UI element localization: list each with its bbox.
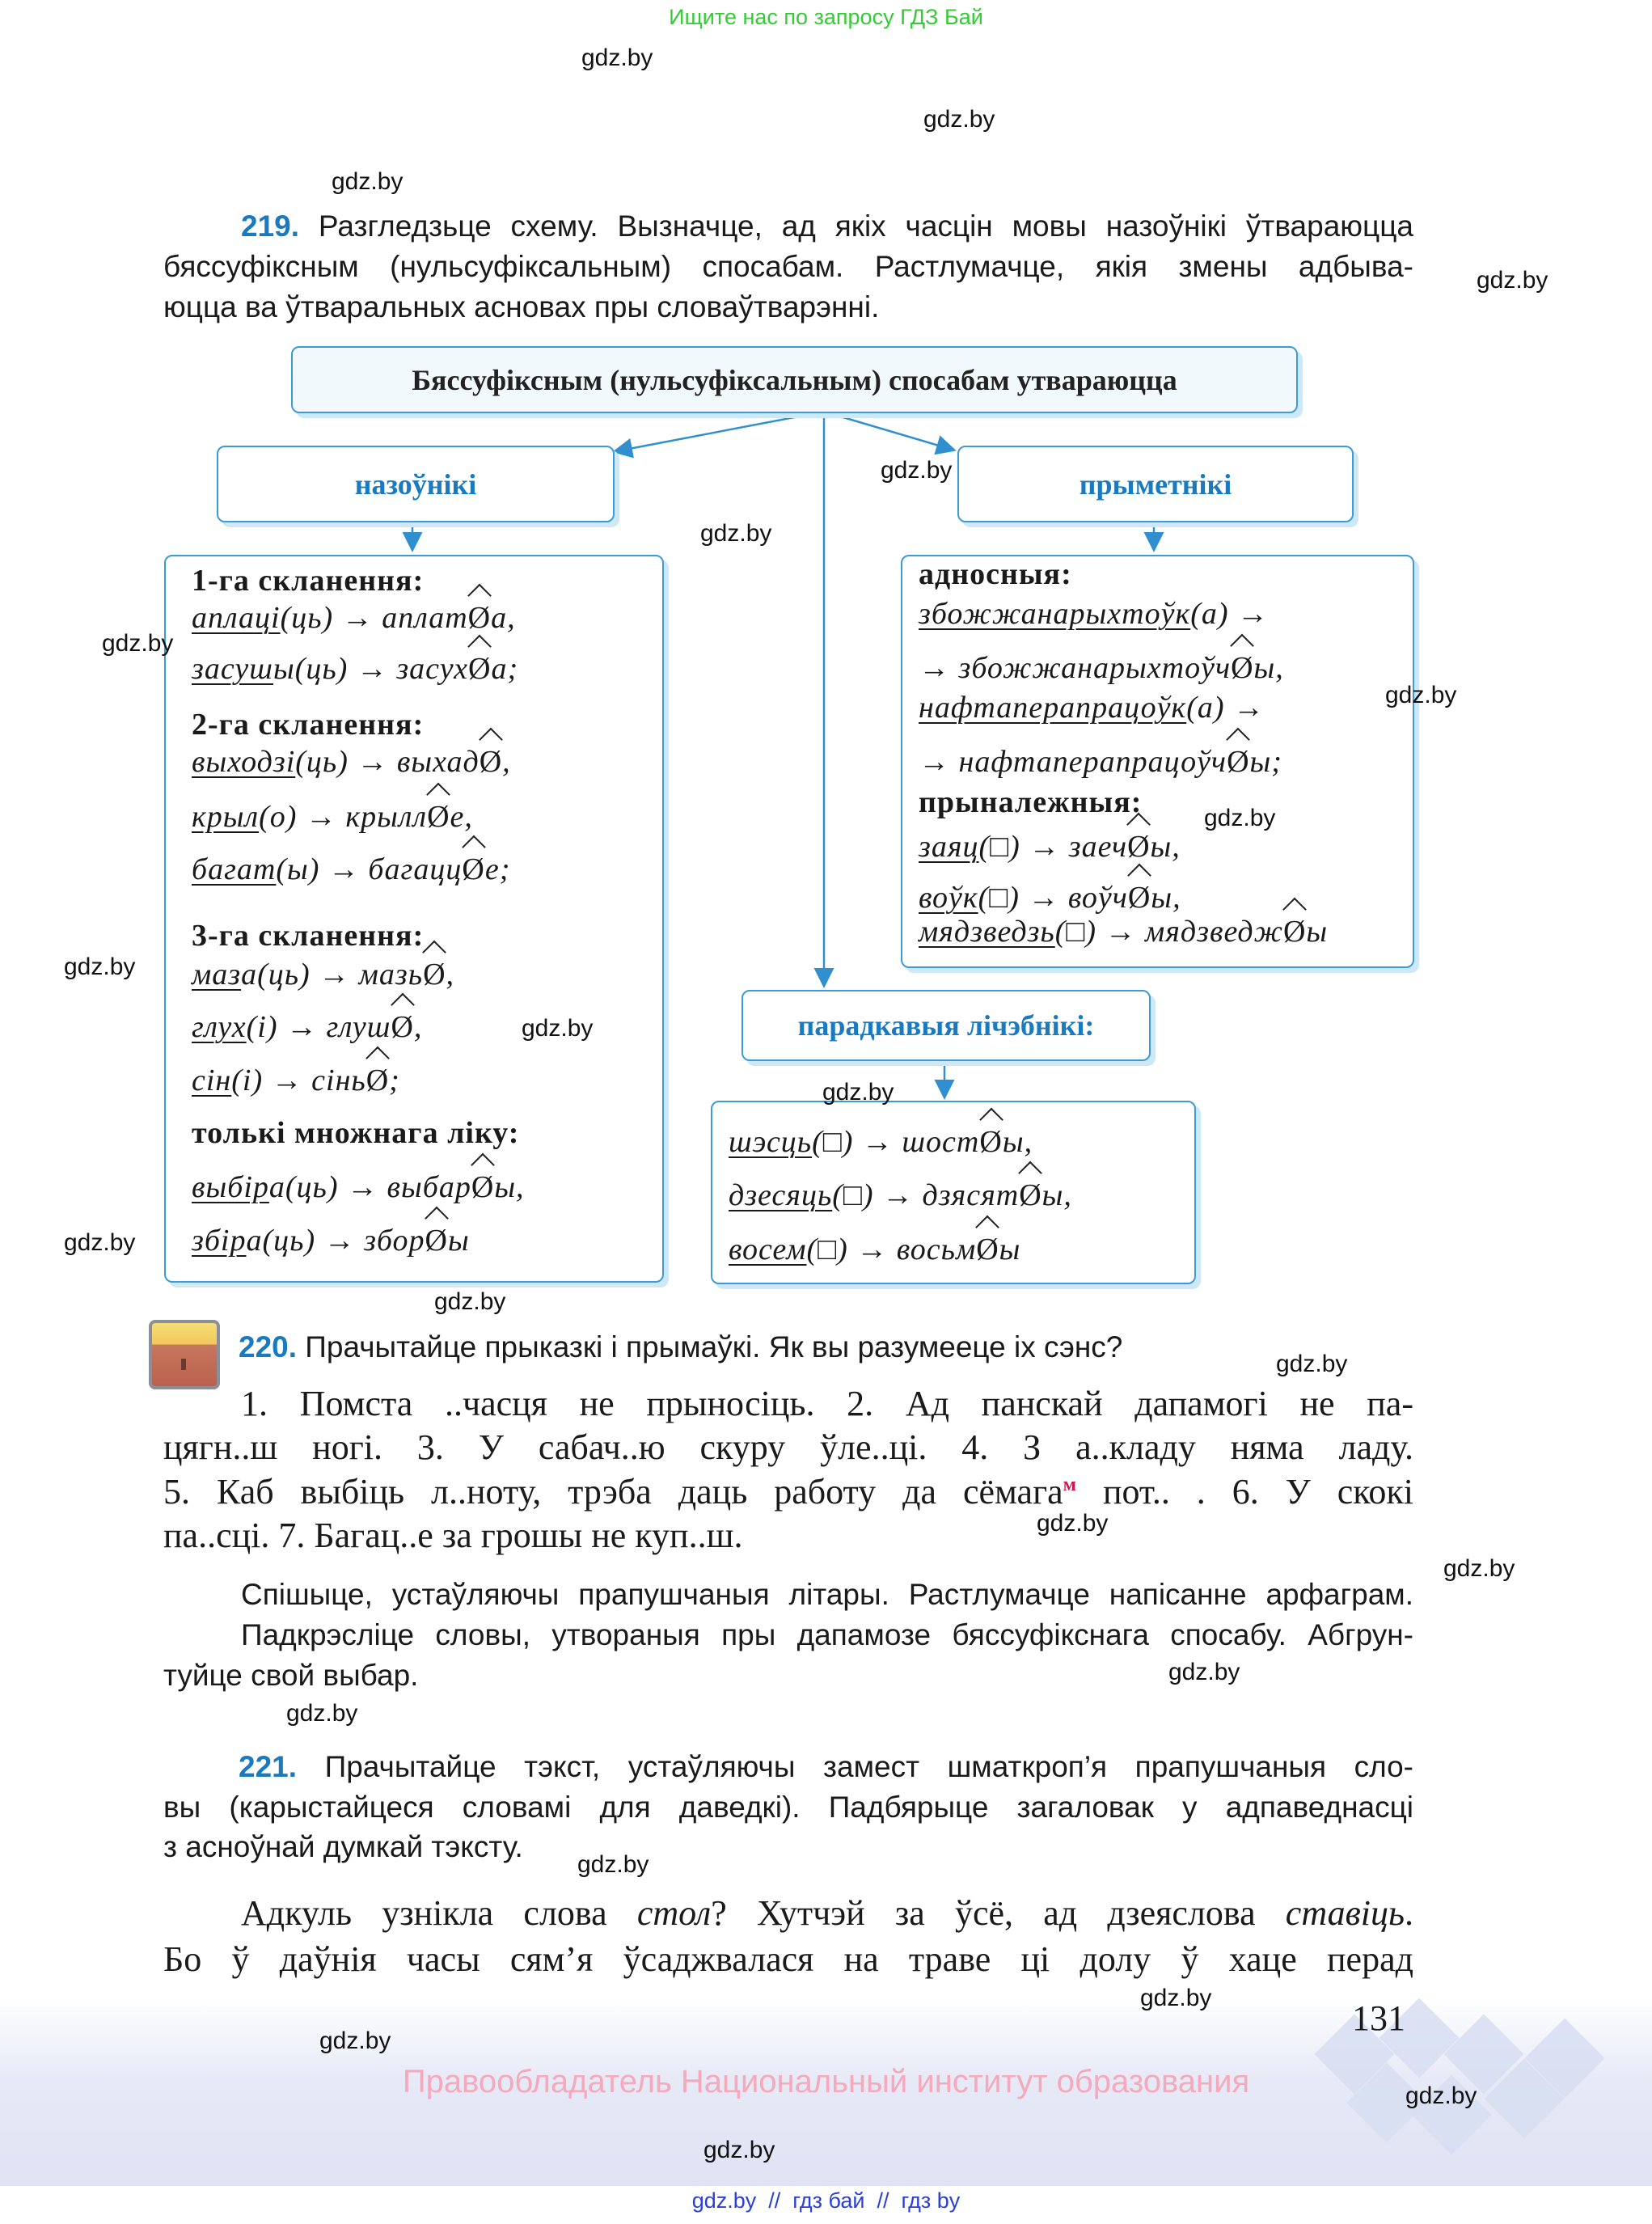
gdz-watermark: gdz.by — [1140, 1985, 1212, 2011]
derivation-example — [192, 1223, 470, 1258]
ending: , — [502, 745, 511, 779]
zero-suffix: Ø — [979, 1125, 1003, 1159]
scheme-category-heading — [192, 918, 424, 953]
derivation-text: (□) → шост — [812, 1125, 980, 1159]
derivation-example — [919, 650, 1284, 686]
ex220-instruction-3: туйце свой выбар. — [163, 1659, 419, 1692]
derivation-text: → збожжанарыхтоўч — [919, 651, 1232, 685]
ex220-instruction-1: Спішыце, устаўляючы прапушчаныя літары. Растлумачце напісанне арфаграм. — [241, 1578, 1413, 1611]
zero-suffix: Ø — [1127, 830, 1151, 864]
ending: а, — [491, 601, 516, 635]
gdz-watermark: gdz.by — [1037, 1510, 1109, 1537]
gdz-watermark: gdz.by — [923, 106, 995, 133]
base-word: заяц — [919, 830, 979, 864]
zero-suffix: Ø — [1019, 1178, 1042, 1212]
text-part: Адкуль узнікла слова — [241, 1893, 637, 1933]
search-hint-banner: Ищите нас по запросу ГДЗ Бай — [669, 5, 983, 29]
base-word: збожжанарыхтоўк — [919, 597, 1191, 631]
gdz-watermark: gdz.by — [102, 630, 174, 657]
scheme-category-heading — [192, 1115, 519, 1151]
zero-suffix: Ø — [391, 1010, 414, 1044]
scheme-category-heading — [919, 556, 1072, 592]
gdz-watermark: gdz.by — [1204, 805, 1276, 831]
base-word: выходзі — [192, 745, 296, 779]
zero-suffix: Ø — [425, 1224, 448, 1258]
ex220-task-text: Прачытайце прыказкі і прымаўкі. Як вы разумееце іх сэнс? — [305, 1330, 1123, 1364]
ending: ы, — [1150, 830, 1181, 864]
derivation-text: а(ць) → выбар — [268, 1170, 471, 1204]
derivation-text: (□) → дзясят — [832, 1178, 1020, 1212]
derivation-text: а(ць) → збор — [246, 1224, 425, 1258]
derivation-text: (□) → мядзведж — [1054, 915, 1283, 949]
base-word: восем — [729, 1233, 807, 1266]
proverb-text: 5. Каб выбіць л..ноту, трэба даць работу да сёмага — [163, 1472, 1063, 1512]
ex221-line-2: вы (карыстайцеся словамі для даведкі). Падбярыце загаловак у адпаведнасці — [163, 1791, 1413, 1824]
base-word: маз — [192, 958, 242, 991]
derivation-text: ы(ць) → засух — [273, 652, 468, 686]
gdz-watermark: gdz.by — [1276, 1351, 1348, 1377]
ex220-task — [239, 1330, 1290, 1364]
base-word: збір — [192, 1224, 247, 1258]
derivation-text: → нафтаперапрацоўч — [919, 745, 1227, 779]
text-italic-word: стол — [636, 1893, 712, 1933]
derivation-text: (□) → восьм — [806, 1233, 977, 1266]
heading-text: 1-га скланення: — [192, 564, 425, 598]
gdz-watermark: gdz.by — [319, 2027, 391, 2054]
derivation-example — [729, 1178, 1072, 1213]
scheme-adjectives-box: прыметнікі — [957, 446, 1354, 522]
zero-suffix: Ø — [462, 852, 485, 886]
derivation-example — [192, 600, 516, 636]
derivation-example — [729, 1232, 1020, 1267]
derivation-example — [192, 1169, 525, 1205]
ending: ы, — [494, 1170, 525, 1204]
derivation-text: (а) → — [1186, 691, 1265, 725]
heading-text: 2-га скланення: — [192, 708, 425, 742]
zero-suffix: Ø — [1231, 651, 1254, 685]
text-line-1 — [241, 1892, 1413, 1934]
proverb-text: пот.. . 6. У скокі — [1102, 1472, 1414, 1512]
ending: ы, — [1041, 1178, 1072, 1212]
text-line-2: Бо ў даўнія часы сям’я ўсаджвалася на траве ці долу ў хаце перад — [163, 1939, 1413, 1979]
ending: ы, — [1002, 1125, 1033, 1159]
base-word: засуш — [192, 652, 273, 686]
derivation-text: (□) → заеч — [978, 830, 1128, 864]
text-italic-word: ставіць — [1285, 1893, 1405, 1933]
base-word: аплаці — [192, 601, 281, 635]
exercise-number: 221. — [239, 1750, 298, 1783]
gdz-watermark: gdz.by — [700, 520, 772, 547]
gdz-watermark: gdz.by — [64, 953, 136, 980]
derivation-example — [919, 596, 1269, 632]
derivation-example — [919, 690, 1265, 725]
heading-text: прыналежныя: — [919, 785, 1143, 819]
ending: ы — [448, 1224, 470, 1258]
ex221-line-1 — [239, 1750, 1413, 1784]
base-word: выбір — [192, 1170, 269, 1204]
derivation-example — [192, 852, 510, 887]
scheme-category-heading — [919, 784, 1142, 820]
zero-suffix: Ø — [976, 1233, 999, 1266]
ending: ы, — [1253, 651, 1284, 685]
base-word: нафтаперапрацоўк — [919, 691, 1187, 725]
gdz-watermark: gdz.by — [703, 2137, 775, 2163]
ending: е, — [450, 800, 473, 834]
zero-suffix: Ø — [467, 601, 492, 635]
gdz-watermark: gdz.by — [522, 1015, 594, 1042]
derivation-example — [729, 1124, 1033, 1160]
ending: а; — [491, 652, 519, 686]
gdz-watermark: gdz.by — [581, 44, 653, 71]
base-word: воўк — [919, 881, 978, 915]
gdz-watermark: gdz.by — [1168, 1659, 1240, 1685]
copyright-watermark: Правообладатель Национальный институт образования — [402, 2064, 1250, 2099]
derivation-example — [192, 1063, 400, 1098]
exercise-number: 219. — [241, 209, 300, 243]
derivation-example — [919, 880, 1181, 915]
ex219-line-3: юцца ва ўтваральных асновах пры словаўтварэнні. — [163, 290, 880, 323]
derivation-example — [919, 914, 1328, 949]
zero-suffix: Ø — [423, 958, 446, 991]
ending: ы; — [1249, 745, 1282, 779]
derivation-text: (□) → воўч — [978, 881, 1128, 915]
zero-suffix: Ø — [467, 652, 492, 686]
zero-suffix: Ø — [1227, 745, 1250, 779]
scheme-category-heading — [192, 707, 424, 742]
ex219-text: Разгледзьце схему. Вызначце, ад якіх часцін мовы назоўнікі ўтвараюцца — [318, 209, 1414, 243]
ending: ы — [999, 1233, 1021, 1266]
base-word: крыл — [192, 800, 260, 834]
gdz-watermark: gdz.by — [332, 168, 403, 195]
proverb-line-1: 1. Помста ..часця не прыносіць. 2. Ад панскай дапамогі не па- — [241, 1384, 1413, 1423]
proverb-line-3 — [163, 1471, 1413, 1512]
derivation-text: (ць) → выхад — [295, 745, 480, 779]
derivation-example — [192, 957, 454, 992]
derivation-example — [192, 1009, 422, 1045]
ex221-text: Прачытайце тэкст, устаўляючы замест шматкроп’я прапушчаныя сло- — [324, 1750, 1414, 1783]
heading-text: адносныя: — [919, 557, 1072, 591]
derivation-example — [919, 829, 1181, 865]
gdz-watermark: gdz.by — [881, 457, 953, 484]
superscript-mark: м — [1063, 1474, 1077, 1496]
derivation-text: а(ць) → мазь — [241, 958, 424, 991]
ending: , — [446, 958, 455, 991]
gdz-watermark: gdz.by — [1405, 2082, 1477, 2109]
derivation-text: (ць) → аплат — [280, 601, 468, 635]
proverb-line-4: па..сці. 7. Багац..е за грошы не куп..ш. — [163, 1516, 743, 1555]
gdz-watermark: gdz.by — [577, 1851, 649, 1878]
treasure-chest-icon — [149, 1320, 220, 1389]
exercise-number: 220. — [239, 1330, 298, 1364]
derivation-text: (і) → глуш — [246, 1010, 391, 1044]
base-word: багат — [192, 852, 277, 886]
ending: ; — [389, 1063, 400, 1097]
derivation-text: (і) → сінь — [231, 1063, 366, 1097]
zero-suffix: Ø — [427, 800, 450, 834]
base-word: дзесяць — [729, 1178, 833, 1212]
zero-suffix: Ø — [1282, 915, 1307, 949]
gdz-watermark: gdz.by — [64, 1229, 136, 1256]
base-word: глух — [192, 1010, 247, 1044]
ex221-line-3: з асноўнай думкай тэксту. — [163, 1830, 523, 1863]
ex219-line-2: бяссуфіксным (нульсуфіксальным) спосабам. Растлумачце, якія змены адбыва- — [163, 250, 1413, 283]
derivation-text: (о) → крылл — [259, 800, 428, 834]
ending: е; — [484, 852, 511, 886]
arrow-to-adjectives — [824, 412, 953, 450]
heading-text: 3-га скланення: — [192, 919, 425, 953]
derivation-text: (а) → — [1190, 597, 1270, 631]
base-word: мядзведзь — [919, 915, 1055, 949]
zero-suffix: Ø — [471, 1170, 495, 1204]
heading-text: толькі множнага ліку: — [192, 1116, 520, 1150]
zero-suffix: Ø — [365, 1063, 390, 1097]
scheme-root-box: Бяссуфіксным (нульсуфіксальным) спосабам утвараюцца — [291, 346, 1298, 413]
derivation-example — [192, 651, 518, 687]
derivation-text: (ы) → багацц — [276, 852, 463, 886]
ending: , — [413, 1010, 423, 1044]
gdz-watermark: gdz.by — [1477, 267, 1548, 294]
gdz-watermark: gdz.by — [434, 1288, 506, 1315]
base-word: сін — [192, 1063, 232, 1097]
ex220-instruction-2: Падкрэсліце словы, утвораныя пры дапамозе бяссуфікснага спосабу. Абгрун- — [241, 1618, 1413, 1651]
text-part: . — [1405, 1893, 1413, 1933]
scheme-category-heading — [192, 563, 424, 598]
proverb-line-2: цягн..ш ногі. 3. У сабач..ю скуру ўле..ці. 4. З а..кладу няма ладу. — [163, 1427, 1413, 1467]
gdz-watermark: gdz.by — [1443, 1555, 1515, 1582]
gdz-watermark: gdz.by — [822, 1079, 894, 1106]
text-part: ? Хутчэй за ўсё, ад дзеяслова — [711, 1893, 1286, 1933]
derivation-example — [192, 744, 511, 780]
ending: ы, — [1151, 881, 1181, 915]
derivation-example — [919, 744, 1282, 780]
arrow-to-nouns — [616, 412, 824, 451]
base-word: шэсць — [729, 1125, 813, 1159]
scheme-nouns-box: назоўнікі — [217, 446, 615, 522]
derivation-example — [192, 799, 473, 835]
gdz-watermark: gdz.by — [286, 1700, 358, 1727]
page-number: 131 — [1352, 1998, 1405, 2038]
ending: ы — [1306, 915, 1329, 949]
gdz-watermark: gdz.by — [1385, 682, 1457, 708]
footer-links[interactable]: gdz.by // гдз бай // гдз by — [691, 2188, 961, 2213]
zero-suffix: Ø — [1127, 881, 1151, 915]
scheme-ordinals-box: парадкавыя лічэбнікі: — [741, 990, 1151, 1061]
zero-suffix: Ø — [479, 745, 503, 779]
